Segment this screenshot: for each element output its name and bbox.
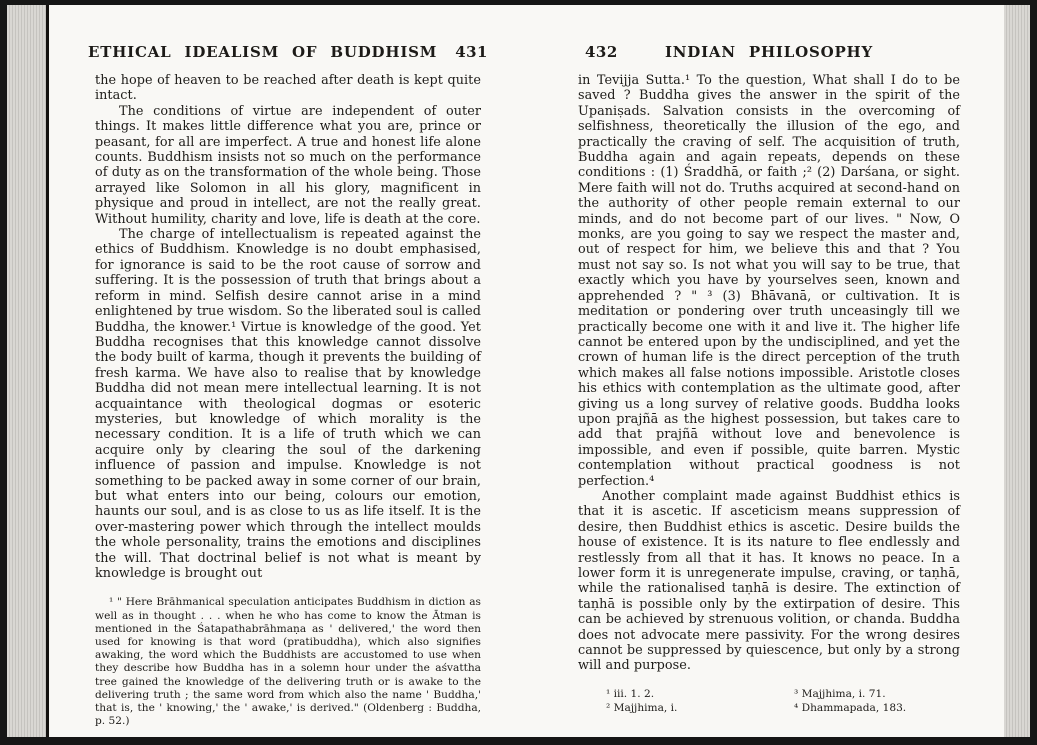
two-page-spread bbox=[49, 5, 1004, 737]
left-page-footnote: ¹ " Here Brāhmanical speculation anticipates Buddhism in diction as well as in thought . . . when he who has come to know the Ātman is mentioned in the Śatapathabrāhmaṇa as ' delivered,' the word then used for knowing is that word (pratibuddha), which also signifies awaking, the word which the Buddhists are accustomed to use when they describe how Buddha has in a solemn hour under the aśvattha tree gained the knowledge of the delivering truth or is awake to the delivering truth ; the same word from which also the name ' Buddha,' that is, the ' knowing,' the ' awake,' is derived." (Oldenberg : Buddha, p. 52.) bbox=[95, 596, 481, 728]
right-running-title: INDIAN PHILOSOPHY bbox=[664, 43, 874, 61]
paragraph: Another complaint made against Buddhist ethics is that it is ascetic. If asceticism means suppression of desire, then Buddhist ethics is ascetic. Desire builds the house of existence. It is its nature to flee endlessly and restlessly from all that it has. It knows no peace. In a lower form it is unregenerate impulse, craving, or taṇhā, while the rationalised taṇhā is desire. The extinction of taṇhā is possible only by the extirpation of desire. This can be achieved by strenuous volition, or chanda. Buddha does not advocate mere passivity. For the wrong desires cannot be suppressed by quiescence, but only by a strong will and purpose. bbox=[578, 488, 960, 674]
right-page-body bbox=[578, 73, 960, 674]
footnote-column-2 bbox=[794, 687, 906, 716]
page-edges-right bbox=[1003, 5, 1030, 737]
right-page-footnotes bbox=[578, 687, 960, 716]
paragraph: The conditions of virtue are independent of outer things. It makes little difference what you are, prince or peasant, for all are imperfect. A true and honest life alone counts. Buddhism insists not so much on the performance of duty as on the transformation of the whole being. Those arrayed like Solomon in all his glory, magnificent in physique and proud in intellect, are not the really great. Without humility, charity and love, life is death at the core. bbox=[95, 103, 481, 227]
footnote-line: ⁴ Dhammapada, 183. bbox=[794, 702, 907, 715]
left-page-body bbox=[95, 73, 481, 581]
paragraph: in Tevijja Sutta.¹ To the question, What shall I do to be saved ? Buddha gives the answer in the spirit of the Upaniṣads. Salvation consists in the overcoming of selfishness, theoretically the illusion of the ego, and practically the craving of self. The acquisition of truth, Buddha again and again repeats, depends on these conditions : (1) Śraddhā, or faith ;² (2) Darśana, or sight. Mere faith will not do. Truths acquired at second-hand on the authority of other people remain external to our minds, and do not become part of our lives. " Now, O monks, are you going to say we respect the master and, out of respect for him, we believe this and that ? You must not say so. Is not what you will say to be true, that exactly which you have by yourselves seen, known and apprehended ? " ³ (3) Bhāvanā, or cultivation. It is meditation or pondering over truth unceasingly till we practically become one with it and live it. The higher life cannot be entered upon by the undisciplined, and yet the crown of human life is the direct perception of the truth which makes all false notions impossible. Aristotle closes his ethics with contemplation as the ultimate good, after giving us a long survey of relative goods. Buddha looks upon prajñā as the highest possession, but takes care to add that prajñā without love and benevolence is impossible, and even if possible, quite barren. Mystic contemplation without practical goodness is not perfection.⁴ bbox=[578, 73, 960, 489]
footnote-line: ¹ iii. 1. 2. bbox=[606, 687, 655, 700]
right-page-number: 432 bbox=[585, 43, 618, 61]
left-page-number: 431 bbox=[455, 43, 488, 61]
paragraph: the hope of heaven to be reached after death is kept quite intact. bbox=[95, 73, 481, 104]
left-running-title: ETHICAL IDEALISM OF BUDDHISM bbox=[88, 43, 438, 61]
footnote-line: ³ Majjhima, i. 71. bbox=[794, 687, 886, 700]
footnote-column-1 bbox=[606, 687, 794, 716]
page-edges-left bbox=[7, 5, 49, 737]
right-page bbox=[578, 43, 960, 716]
paragraph: The charge of intellectualism is repeated against the ethics of Buddhism. Knowledge is no doubt emphasised, for ignorance is said to be the root cause of sorrow and suffering. It is the possession of truth that brings about a reform in mind. Selfish desire cannot arise in a mind enlightened by true wisdom. So the liberated soul is called Buddha, the knower.¹ Virtue is knowledge of the good. Yet Buddha recognises that this knowledge cannot dissolve the body built of karma, though it prevents the building of fresh karma. We have also to realise that by knowledge Buddha did not mean mere intellectual learning. It is not acquaintance with theological dogmas or esoteric mysteries, but knowledge of which morality is the necessary condition. It is a life of truth which we can acquire only by clearing the soul of the darkening influence of passion and impulse. Knowledge is not something to be packed away in some corner of our brain, but what enters into our being, colours our emotion, haunts our soul, and is as close to us as life itself. It is the over-mastering power which through the intellect moulds the whole personality, trains the emotions and disciplines the will. That doctrinal belief is not what is meant by knowledge is brought out bbox=[95, 227, 481, 581]
left-page-header bbox=[88, 43, 488, 61]
right-page-header bbox=[578, 43, 960, 61]
left-page bbox=[88, 43, 488, 728]
footnote-line: ² Majjhima, i. bbox=[606, 702, 678, 715]
